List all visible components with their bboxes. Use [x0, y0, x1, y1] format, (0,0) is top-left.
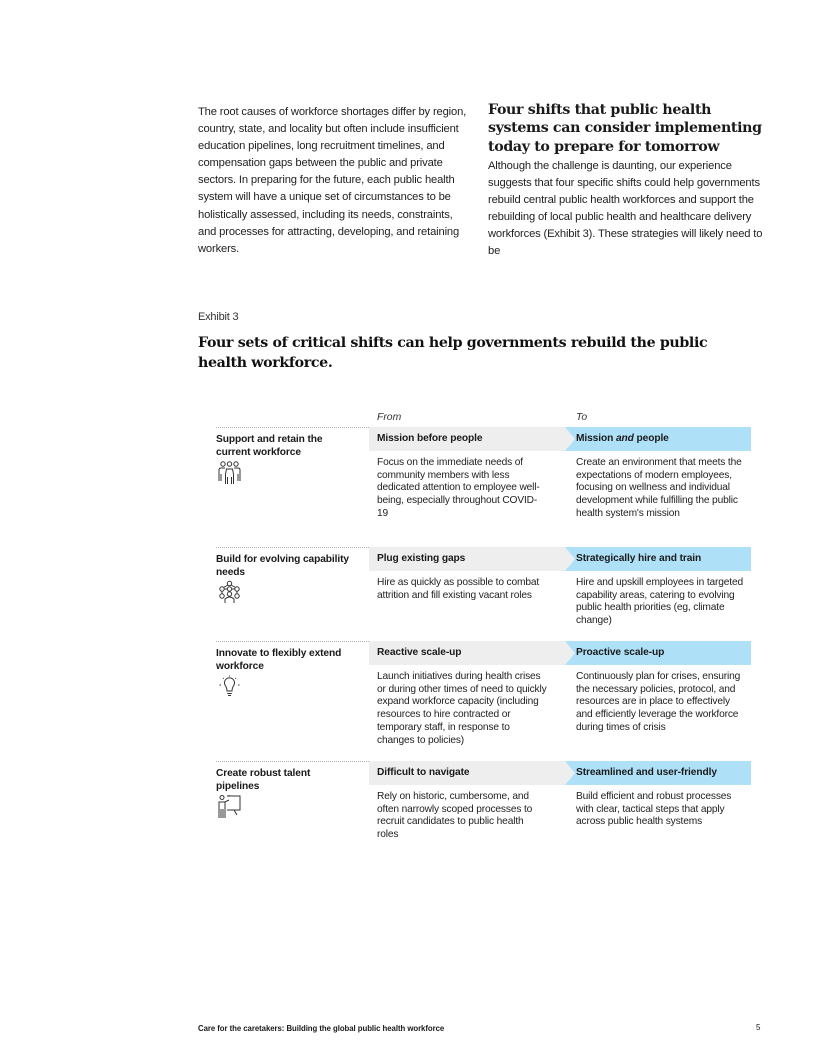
shift-row [216, 547, 751, 632]
to-description: Continuously plan for crises, ensuring the necessary policies, protocol, and resources are in place to effectively and efficiently leverage the workforce during times of crisis [576, 671, 741, 733]
intro-left-paragraph: The root causes of workforce shortages differ by region, country, state, and locality but often include insufficient education pipelines, long recruitment timelines, and compensation gaps between the public and private sectors. In preparing for the future, each public health system will have a unique set of circumstances to be holistically assessed, including its needs, constraints, and processes for attracting, developing, and retaining workers. [198, 106, 467, 255]
footer-title: Care for the caretakers: Building the global public health workforce [198, 1024, 445, 1033]
dotted-divider [216, 547, 369, 548]
chevron-arrow-icon [553, 641, 575, 665]
from-title: Difficult to navigate [377, 767, 470, 778]
to-title: Proactive scale-up [576, 647, 665, 658]
shift-row [216, 427, 751, 537]
dotted-divider [216, 427, 369, 428]
to-title: Streamlined and user-friendly [576, 767, 717, 778]
from-description: Rely on historic, cumbersome, and often narrowly scoped processes to recruit candidates to public health roles [377, 791, 533, 841]
to-description: Build efficient and robust processes with clear, tactical steps that apply across public health systems [576, 791, 732, 828]
from-description: Focus on the immediate needs of community members with less dedicated attention to employee well-being, especially throughout COVID-19 [377, 457, 540, 519]
page-number: 5 [756, 1023, 761, 1032]
from-title: Reactive scale-up [377, 647, 462, 658]
network-people-icon [216, 580, 244, 606]
shift-row [216, 761, 751, 846]
shift-category-label: Innovate to flexibly extend workforce [216, 648, 342, 672]
section-heading: Four shifts that public health systems can consider implementing today to prepare for tomorrow [488, 102, 762, 155]
from-title: Plug existing gaps [377, 553, 466, 564]
from-description: Launch initiatives during health crises or during other times of need to quickly expand workforce capacity (including resources to hire contracted or temporary staff, in response to changes to policies) [377, 671, 547, 746]
dotted-divider [216, 761, 369, 762]
chevron-arrow-icon [553, 761, 575, 785]
lightbulb-icon [216, 674, 244, 700]
from-title: Mission before people [377, 433, 483, 444]
exhibit-title: Four sets of critical shifts can help governments rebuild the public health workforce. [198, 335, 708, 371]
people-group-icon [216, 460, 244, 486]
dotted-divider [216, 641, 369, 642]
presenter-board-icon [216, 794, 244, 820]
chevron-arrow-icon [553, 547, 575, 571]
to-title: Strategically hire and train [576, 553, 702, 564]
chevron-arrow-icon [553, 427, 575, 451]
shift-category-label: Support and retain the current workforce [216, 434, 323, 458]
exhibit-label: Exhibit 3 [198, 311, 239, 323]
shift-category-label: Build for evolving capability needs [216, 554, 349, 578]
to-description: Hire and upskill employees in targeted capability areas, catering to evolving public health priorities (eg, climate change) [576, 577, 744, 627]
shift-category-label: Create robust talent pipelines [216, 768, 311, 792]
to-description: Create an environment that meets the expectations of modern employees, focusing on wellness and individual development while fulfilling the public health system's mission [576, 457, 742, 519]
to-column-header: To [576, 412, 588, 423]
from-column-header: From [377, 412, 402, 423]
to-title: Mission and people [576, 433, 669, 444]
shift-row [216, 641, 751, 751]
intro-right-paragraph: Although the challenge is daunting, our experience suggests that four specific shifts could help governments rebuild central public health workforces and support the rebuilding of local public health and healthcare delivery workforces (Exhibit 3). These strategies will likely need to be [488, 160, 763, 258]
from-description: Hire as quickly as possible to combat attrition and fill existing vacant roles [377, 577, 540, 601]
